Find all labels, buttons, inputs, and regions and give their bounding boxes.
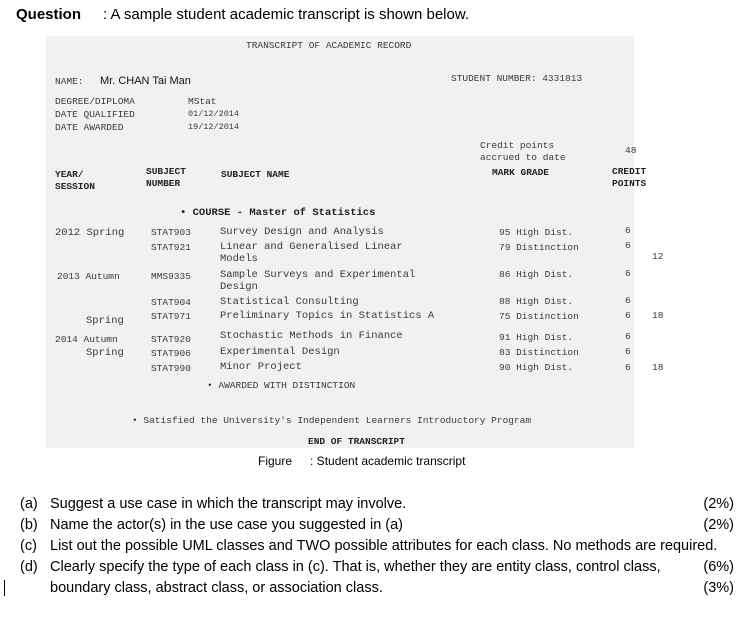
course-label: COURSE xyxy=(192,207,231,219)
row-subject-name: Preliminary Topics in Statistics A xyxy=(220,310,435,322)
row-credit-points: 6 xyxy=(625,268,631,279)
satisfied-text: Satisfied the University's Independent Learners Introductory Program xyxy=(143,415,532,426)
row-mark: 90 High Dist. xyxy=(499,362,574,373)
row-subject-name: Minor Project xyxy=(220,361,302,373)
margin-bar xyxy=(4,580,5,596)
row-credit-points: 6 xyxy=(625,331,631,342)
col-subject-name: SUBJECT NAME xyxy=(221,169,290,180)
end-of-transcript: END OF TRANSCRIPT xyxy=(308,436,405,447)
student-number: STUDENT NUMBER: 4331813 xyxy=(451,73,583,84)
row-credit-points: 6 xyxy=(625,240,631,251)
bullet-icon xyxy=(132,415,138,426)
figure-label: Figure xyxy=(258,454,293,468)
row-code: STAT920 xyxy=(151,334,191,345)
row-credit-points: 6 xyxy=(625,295,631,306)
date-qualified-value: 01/12/2014 xyxy=(188,109,240,119)
row-code: STAT971 xyxy=(151,311,191,322)
col-year-session: YEAR/ SESSION xyxy=(55,169,95,192)
question-c-label: (c) xyxy=(20,538,37,554)
awarded-text: AWARDED WITH DISTINCTION xyxy=(218,380,356,391)
row-session: 2012 Spring xyxy=(55,227,125,239)
row-subject-name: Linear and Generalised Linear Models xyxy=(220,241,403,265)
figure-text: : Student academic transcript xyxy=(310,454,466,468)
course-line xyxy=(180,207,375,219)
row-code: STAT990 xyxy=(151,363,191,374)
question-d-text: Clearly specify the type of each class in (c). That is, whether they are entity class, control class, boundary class, abstract class, or association class. xyxy=(50,559,661,596)
row-subtotal: 12 xyxy=(652,251,664,262)
question-c-text: List out the possible UML classes and TWO possible attributes for each class. No methods are required. xyxy=(50,538,718,554)
row-subject-name: Statistical Consulting xyxy=(220,296,359,308)
row-subject-name: Stochastic Methods in Finance xyxy=(220,330,403,342)
question-a xyxy=(20,494,734,515)
col-mark-grade: MARK GRADE xyxy=(492,167,550,178)
row-subject-name: Survey Design and Analysis xyxy=(220,226,384,238)
row-mark: 95 High Dist. xyxy=(499,227,574,238)
question-d xyxy=(20,557,734,599)
row-session: Spring xyxy=(86,315,124,327)
row-mark: 88 High Dist. xyxy=(499,296,574,307)
transcript-image xyxy=(46,36,664,448)
question-c xyxy=(20,536,734,575)
date-awarded-label: DATE AWARDED xyxy=(55,122,124,133)
row-code: MMS9335 xyxy=(151,271,191,282)
question-a-marks: (2%) xyxy=(703,496,734,512)
row-mark: 83 Distinction xyxy=(499,347,579,358)
question-header xyxy=(16,6,470,23)
credit-points-total: 48 xyxy=(625,145,637,156)
row-code: STAT906 xyxy=(151,348,191,359)
name-label: NAME: xyxy=(55,76,84,87)
row-code: STAT904 xyxy=(151,297,191,308)
row-session: 2013 Autumn xyxy=(57,271,120,282)
row-code: STAT903 xyxy=(151,227,191,238)
bullet-icon xyxy=(207,380,213,391)
question-b-text: Name the actor(s) in the use case you suggested in (a) xyxy=(50,517,404,533)
row-mark: 75 Distinction xyxy=(499,311,579,322)
row-mark: 86 High Dist. xyxy=(499,269,574,280)
row-credit-points: 6 xyxy=(625,346,631,357)
row-session: Spring xyxy=(86,347,124,359)
awarded-line xyxy=(207,380,355,391)
name-value: Mr. CHAN Tai Man xyxy=(100,75,191,87)
row-subject-name: Experimental Design xyxy=(220,346,340,358)
question-d-marks: (3%) xyxy=(703,580,734,596)
row-credit-points: 6 xyxy=(625,362,631,373)
row-mark: 79 Distinction xyxy=(499,242,579,253)
question-label: Question xyxy=(16,6,82,23)
row-subject-name: Sample Surveys and Experimental Design xyxy=(220,269,416,293)
satisfied-line xyxy=(132,415,531,426)
row-credit-points: 6 xyxy=(625,310,631,321)
question-b xyxy=(20,515,734,536)
question-b-marks: (2%) xyxy=(703,517,734,533)
date-qualified-label: DATE QUALIFIED xyxy=(55,109,135,120)
course-dash: - xyxy=(236,207,244,219)
row-code: STAT921 xyxy=(151,242,191,253)
question-a-label: (a) xyxy=(20,496,38,512)
credit-points-accrued: Credit points accrued to date xyxy=(480,140,566,163)
row-credit-points: 6 xyxy=(625,225,631,236)
col-credit-points: CREDIT POINTS xyxy=(612,166,647,189)
bullet-icon xyxy=(180,207,186,219)
date-awarded-value: 19/12/2014 xyxy=(188,122,240,132)
degree-value: MStat xyxy=(188,96,217,107)
figure-caption xyxy=(258,454,465,468)
row-subtotal: 18 xyxy=(652,362,664,373)
row-subtotal: 18 xyxy=(652,310,664,321)
row-mark: 91 High Dist. xyxy=(499,332,574,343)
course-name: Master of Statistics xyxy=(249,207,376,219)
question-b-label: (b) xyxy=(20,517,38,533)
question-list xyxy=(20,494,734,599)
question-intro: : A sample student academic transcript is shown below. xyxy=(103,6,470,23)
transcript-title: TRANSCRIPT OF ACADEMIC RECORD xyxy=(246,40,412,51)
col-subject-number: SUBJECT NUMBER xyxy=(146,166,186,189)
question-d-label: (d) xyxy=(20,559,38,575)
question-c-marks: (6%) xyxy=(703,559,734,575)
question-a-text: Suggest a use case in which the transcript may involve. xyxy=(50,496,407,512)
degree-label: DEGREE/DIPLOMA xyxy=(55,96,135,107)
row-session: 2014 Autumn xyxy=(55,334,118,345)
